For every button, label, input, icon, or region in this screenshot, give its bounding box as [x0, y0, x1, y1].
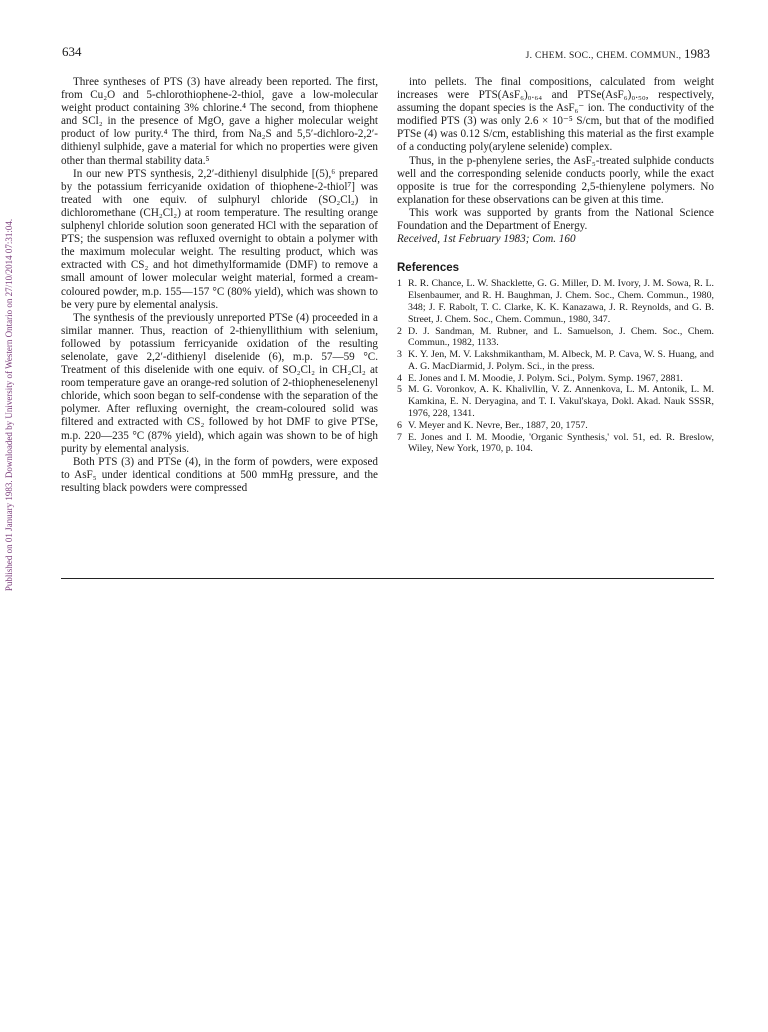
left-column: [61, 76, 378, 495]
reference-item: [397, 432, 714, 456]
reference-text: V. Meyer and K. Nevre, Ber., 1887, 20, 1757.: [408, 419, 588, 431]
download-sidebar: [2, 180, 16, 630]
reference-item: [397, 384, 714, 419]
reference-number: 7: [397, 431, 402, 443]
received-line: Received, 1st February 1983; Com. 160: [397, 233, 576, 246]
reference-number: 5: [397, 384, 402, 396]
journal-title: J. CHEM. SOC., CHEM. COMMUN.,: [525, 51, 682, 61]
reference-number: 1: [397, 278, 402, 290]
body-paragraph: In our new PTS synthesis, 2,2′-dithienyl disulphide [(5),⁶ prepared by the potassium ferricyanide oxidation of thiophene-2-thiol⁷] was treated with one equiv. of sulphuryl chloride (SO₂Cl₂) in dichloromethane (CH₂Cl₂) at room temperature. The resulting orange sulphenyl chloride solution soon generated HCl with the separation of PTS; the suspension was refluxed overnight to obtain a polymer with the maximum molecular weight. The resulting product, which was extracted with CS₂ and hot dimethylformamide (DMF) to remove a small amount of lower molecular weight material, formed a cream-coloured powder, m.p. 155—157 °C (80% yield), which was shown to be very pure by elemental analysis.: [61, 167, 378, 311]
body-paragraph: Three syntheses of PTS (3) have already been reported. The first, from Cu₂O and 5-chlorothiophene-2-thiol, gave a low-molecular weight product containing 3% chlorine.⁴ The second, from thiophene and SCl₂ in the presence of MgO, gave a higher molecular weight product of low purity.⁴ The third, from Na₂S and 5,5′-dichloro-2,2′-dithienyl sulphide, gave a material for which no properties were given other than thermal stability data.⁵: [61, 76, 378, 167]
reference-number: 6: [397, 419, 402, 431]
reference-text: E. Jones and I. M. Moodie, 'Organic Synthesis,' vol. 51, ed. R. Breslow, Wiley, New York, 1970, p. 104.: [408, 431, 714, 455]
body-paragraph: This work was supported by grants from the National Science Foundation and the Department of Energy.: [397, 206, 714, 233]
reference-list: [397, 278, 714, 455]
journal-header: [526, 46, 710, 62]
body-paragraph: Thus, in the p-phenylene series, the AsF₅-treated sulphide conducts well and the corresponding selenide conducts poorly, while the exact opposite is true for the corresponding 2,5-thienylene polymers. No explanation for these observations can be given at this time.: [397, 154, 714, 206]
reference-text: M. G. Voronkov, A. K. Khalivllin, V. Z. Annenkova, L. M. Antonik, L. M. Kamkina, E. N. Deryagina, and T. I. Vakul'skaya, Dokl. Akad. Nauk SSSR, 1976, 228, 1341.: [408, 384, 714, 420]
reference-item: [397, 278, 714, 325]
footer-rule: [61, 578, 714, 579]
reference-text: R. R. Chance, L. W. Shacklette, G. G. Miller, D. M. Ivory, J. M. Sowa, R. L. Elsenbaumer, and R. H. Baughman, J. Chem. Soc., Chem. Commun., 1980, 348; J. F. Rabolt, T. C. Clarke, K. K. Kanazawa, J. R. Reynolds, and G. B. Street, J. Chem. Soc., Chem. Commun., 1980, 347.: [408, 278, 714, 325]
reference-item: [397, 420, 714, 432]
references-heading: References: [397, 262, 460, 275]
download-note: Published on 01 January 1983. Downloaded by University of Western Ontario on 27/10/2014 07:31:04.: [4, 218, 14, 592]
reference-item: [397, 326, 714, 350]
reference-text: K. Y. Jen, M. V. Lakshmikantham, M. Albeck, M. P. Cava, W. S. Huang, and A. G. MacDiarmid, J. Polym. Sci., in the press.: [408, 349, 714, 372]
reference-number: 2: [397, 325, 402, 337]
reference-text: D. J. Sandman, M. Rubner, and L. Samuelson, J. Chem. Soc., Chem. Commun., 1982, 1133.: [408, 325, 714, 349]
reference-text: E. Jones and I. M. Moodie, J. Polym. Sci., Polym. Symp. 1967, 2881.: [408, 372, 683, 384]
body-paragraph: Both PTS (3) and PTSe (4), in the form of powders, were exposed to AsF₅ under identical conditions at 500 mmHg pressure, and the resulting black powders were compressed: [61, 455, 378, 494]
body-paragraph: into pellets. The final compositions, calculated from weight increases were PTS(AsF₆)₀.₆₄ and PTSe(AsF₆)₀.₅₀, respectively, assuming the dopant species is the AsF₆⁻ ion. The conductivity of the modified PTS (3) was only 2.6 × 10⁻⁵ S/cm, but that of the modified PTSe (4) was 0.12 S/cm, establishing this material as the first example of a conducting poly(arylene selenide) complex.: [397, 76, 714, 154]
reference-item: [397, 349, 714, 373]
reference-item: [397, 373, 714, 385]
reference-number: 4: [397, 372, 402, 384]
page-number: 634: [62, 44, 82, 59]
journal-year: 1983: [684, 46, 710, 61]
body-paragraph: The synthesis of the previously unreported PTSe (4) proceeded in a similar manner. Thus, reaction of 2-thienyllithium with selenium, followed by potassium ferricyanide oxidation of the resulting selenolate, gave 2,2′-dithienyl diselenide (6), m.p. 57—59 °C. Treatment of this diselenide with one equiv. of SO₂Cl₂ in CH₂Cl₂ at room temperature gave an orange-red solution of 2-thiopheneselenenyl chloride, which soon began to self-condense with the separation of the polymer. After refluxing overnight, the cream-coloured solid was filtered and extracted with CS₂ followed by hot DMF to give PTSe, m.p. 220—235 °C (87% yield), which again was shown to be of high purity by elemental analysis.: [61, 311, 378, 455]
right-column: [397, 76, 714, 455]
reference-number: 3: [397, 349, 402, 361]
